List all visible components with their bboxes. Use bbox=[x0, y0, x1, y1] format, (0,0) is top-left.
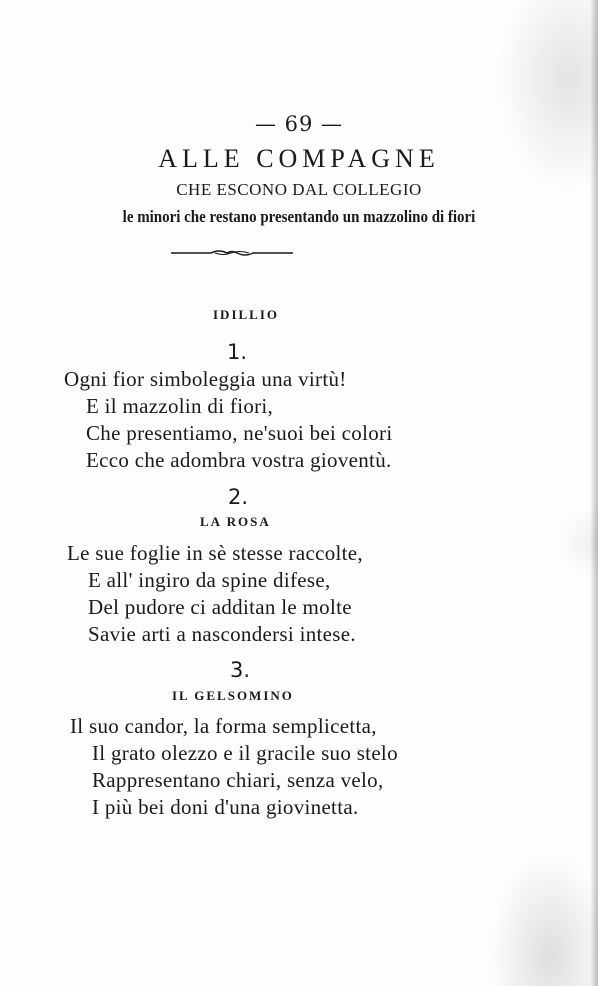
verse-line: Il suo candor, la forma semplicetta, bbox=[70, 714, 377, 738]
section-label-idillio: IDILLIO bbox=[213, 307, 280, 322]
verse-line: E il mazzolin di fiori, bbox=[86, 394, 274, 418]
section-label-il-gelsomino: IL GELSOMINO bbox=[172, 688, 294, 703]
verse-line: Le sue foglie in sè stesse raccolte, bbox=[67, 541, 363, 565]
page-number: — 69 — bbox=[254, 112, 344, 136]
stanza-number-3: 3. bbox=[230, 658, 251, 682]
section-label-la-rosa: LA ROSA bbox=[200, 514, 271, 529]
poem-subtitle: CHE ESCONO DAL COLLEGIO bbox=[176, 180, 422, 199]
verse-line: Del pudore ci additan le molte bbox=[88, 595, 352, 619]
stanza-number-1: 1. bbox=[227, 340, 248, 364]
verse-line: Ogni fior simboleggia una virtù! bbox=[64, 367, 347, 391]
verse-line: Rappresentano chiari, senza velo, bbox=[92, 768, 384, 792]
poem-title: ALLE COMPAGNE bbox=[158, 144, 440, 173]
verse-line: Savie arti a nascondersi intese. bbox=[88, 622, 356, 646]
verse-line: Che presentiamo, ne'suoi bei colori bbox=[86, 421, 393, 445]
verse-line: E all' ingiro da spine difese, bbox=[88, 568, 331, 592]
stanza-number-2: 2. bbox=[228, 485, 249, 509]
divider-ornament-icon bbox=[171, 249, 293, 257]
poem-dedication: le minori che restano presentando un mazzolino di fiori bbox=[122, 207, 476, 226]
verse-line: Ecco che adombra vostra gioventù. bbox=[86, 448, 392, 472]
verse-line: Il grato olezzo e il gracile suo stelo bbox=[92, 741, 398, 765]
verse-line: I più bei doni d'una giovinetta. bbox=[92, 795, 359, 819]
